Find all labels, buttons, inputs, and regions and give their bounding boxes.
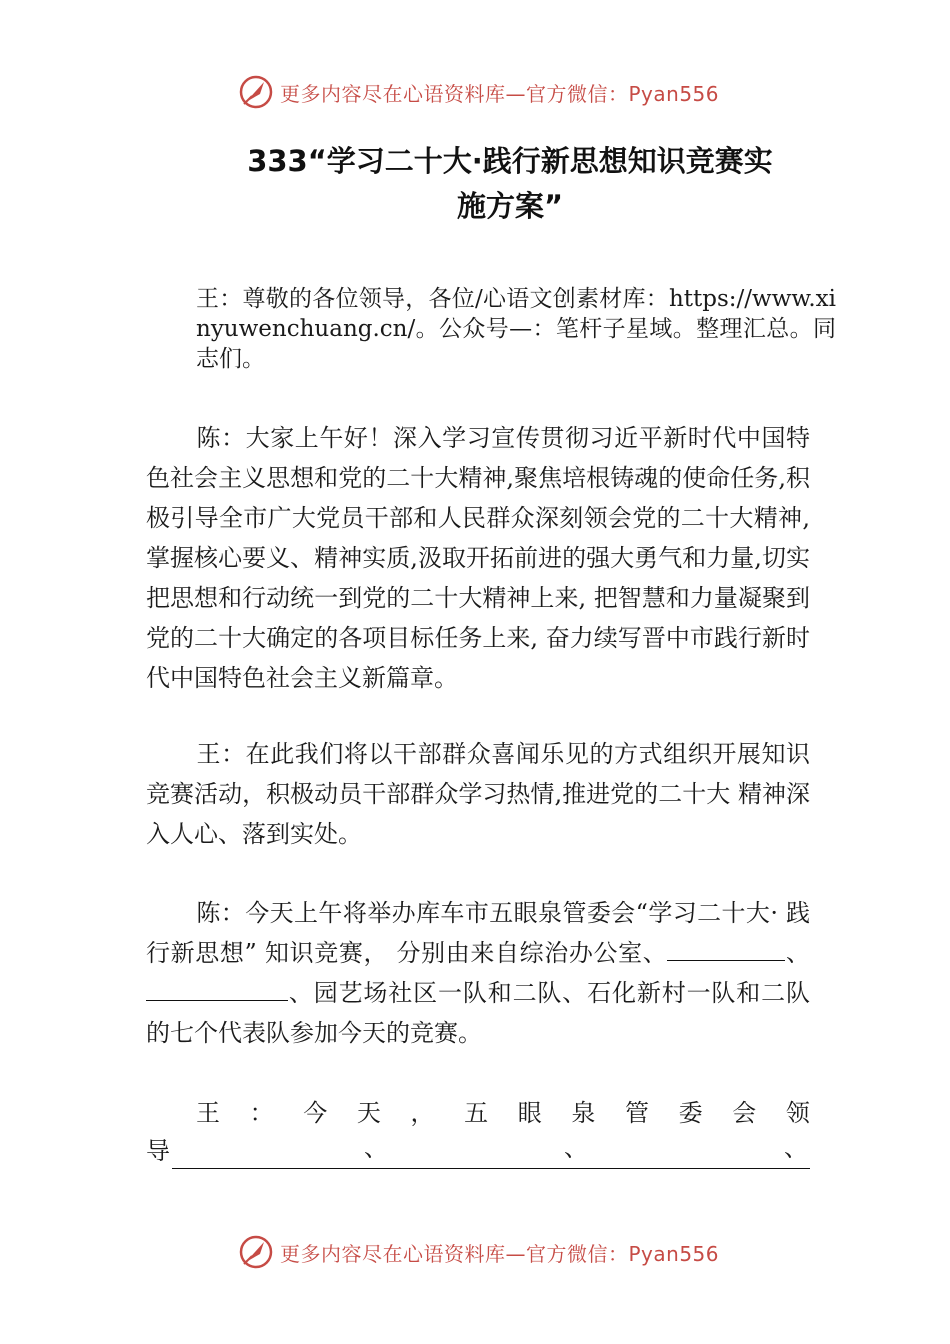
- p5-char: 会: [732, 1099, 757, 1127]
- p5-char: 管: [625, 1099, 649, 1127]
- p5-char: ，: [410, 1099, 435, 1127]
- p5-char: 王: [196, 1099, 220, 1127]
- p5-char: 眼: [517, 1099, 542, 1127]
- paragraph-4-sep: 、: [785, 939, 811, 967]
- document-title: [150, 140, 870, 228]
- paragraph-3-text: 王：在此我们将以干部群众喜闻乐见的方式组织开展知识竞赛活动，积极动员干部群众学习热情,推进党的二十大 精神深入人心、落到实处。: [146, 740, 810, 848]
- p5-sep-1: 、: [364, 1134, 388, 1162]
- p5-sep-2: 、: [564, 1134, 588, 1162]
- p5-char: 天: [356, 1099, 381, 1127]
- header-banner: [238, 72, 719, 112]
- paragraph-2-text: 陈：大家上午好！深入学习宣传贯彻习近平新时代中国特色社会主义思想和党的二十大精神,聚焦培根铸魂的使命任务,积极引导全市广大党员干部和人民群众深刻领会党的二十大精神,掌握核心要义、精神实质,汲取开拓前进的强大勇气和力量,切实把思想和行动统一到党的二十大精神上来, 把智慧和力量凝聚到党的二十大确定的各项目标任务上来, 奋力续写晋中市践行新时代中国特色社会主义新篇章。: [146, 424, 810, 692]
- paragraph-5-line-2: [146, 1133, 810, 1169]
- paragraph-4-text-a: 陈：今天上午将举办库车市五眼泉管委会“学习二十大· 践行新思想” 知识竞赛， 分别由来自综治办公室、: [146, 899, 810, 967]
- paragraph-2: [146, 418, 810, 698]
- p5-sep-3: 、: [784, 1134, 808, 1162]
- paragraph-4-text-b: 、园艺场社区一队和二队、石化新村一队和二队的七个代表队参加今天的竞赛。: [146, 979, 810, 1047]
- fill-blank-2[interactable]: [146, 974, 288, 1001]
- paragraph-5-line-1: [146, 1093, 810, 1128]
- footer-banner: [238, 1232, 719, 1272]
- p5-char: 领: [785, 1099, 810, 1127]
- banner-text: 更多内容尽在心语资料库—官方微信：Pyan556: [280, 1241, 720, 1266]
- quill-circle-logo-icon: [238, 74, 274, 110]
- p5-char: 委: [678, 1099, 703, 1127]
- p5-char: 今: [303, 1099, 328, 1127]
- title-line-2: 施方案”: [456, 189, 564, 223]
- banner-text: 更多内容尽在心语资料库—官方微信：Pyan556: [280, 81, 720, 106]
- paragraph-1: 王：尊敬的各位领导，各位/心语文创素材库：https://www.xinyuwenchuang.cn/。公众号—：笔杆子星域。整理汇总。同志们。: [196, 286, 836, 372]
- p5-char: 五: [464, 1099, 489, 1127]
- title-line-1: 333“学习二十大·践行新思想知识竞赛实: [247, 144, 773, 178]
- quill-circle-logo-icon: [238, 1234, 274, 1270]
- p5-char: 泉: [571, 1099, 596, 1127]
- p5-char: ：: [249, 1099, 274, 1127]
- paragraph-3: [146, 734, 810, 854]
- p5-line2-start: 导: [146, 1137, 170, 1165]
- fill-blank-leaders[interactable]: [172, 1136, 810, 1169]
- paragraph-4: [146, 893, 810, 1053]
- fill-blank-1[interactable]: [667, 934, 785, 961]
